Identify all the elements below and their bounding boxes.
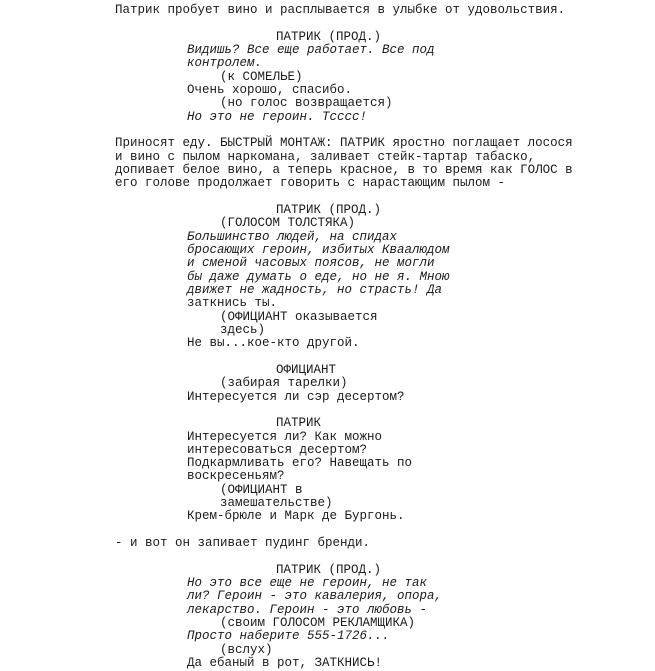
blank-line <box>0 524 655 537</box>
character-cue: ПАТРИК (ПРОД.) <box>276 29 382 44</box>
blank-line <box>0 191 655 204</box>
dialogue-line: Не вы...кое-кто другой. <box>187 336 360 351</box>
dialogue-line: Подкармливать его? Навещать по <box>187 456 413 471</box>
dialogue-line: Интересуется ли сэр десертом? <box>187 389 405 404</box>
dialogue-line: контролем. <box>187 56 263 71</box>
parenthetical-line: (своим ГОЛОСОМ РЕКЛАМЩИКА) <box>220 616 416 631</box>
blank-line <box>0 404 655 417</box>
parenthetical-line: (забирая тарелки) <box>220 376 348 391</box>
screenplay-content <box>0 4 655 670</box>
blank-line <box>0 351 655 364</box>
dialogue-line: движет не жадность, но страсть! Да <box>187 282 443 297</box>
parenthetical-line: (но голос возвращается) <box>220 96 393 111</box>
character-cue: ПАТРИК (ПРОД.) <box>276 562 382 577</box>
dialogue-line: и сменой часовых поясов, не могли <box>187 256 435 271</box>
dialogue-line: интересоваться десертом? <box>187 442 368 457</box>
dialogue-line: Видишь? Все еще работает. Все под <box>187 42 435 57</box>
parenthetical-line: (к СОМЕЛЬЕ) <box>220 69 303 84</box>
action-line: Патрик пробует вино и расплывается в улыбке от удовольствия. <box>115 3 566 17</box>
parenthetical-line: (ОФИЦИАНТ в <box>220 482 303 497</box>
character-cue: ОФИЦИАНТ <box>276 362 337 377</box>
action-line: - и вот он запивает пудинг бренди. <box>115 536 371 551</box>
dialogue-line: Очень хорошо, спасибо. <box>187 82 353 97</box>
dialogue-line: ли? Героин - это кавалерия, опора, <box>187 589 443 604</box>
action-line: Приносят еду. БЫСТРЫЙ МОНТАЖ: ПАТРИК яростно поглащает лосося <box>115 136 573 151</box>
parenthetical-line: здесь) <box>220 322 266 337</box>
dialogue-line: воскресеньям? <box>187 469 285 484</box>
dialogue-line: Большинство людей, на спидах <box>187 229 398 244</box>
parenthetical-line: (ОФИЦИАНТ оказывается <box>220 309 378 324</box>
dialogue-line: Но это не героин. Тсссс! <box>187 109 368 124</box>
character-cue: ПАТРИК (ПРОД.) <box>276 202 382 217</box>
parenthetical-line: (ГОЛОСОМ ТОЛСТЯКА) <box>220 216 356 231</box>
character-cue: ПАТРИК <box>276 416 322 431</box>
dialogue-line: Крем-брюле и Марк де Бургонь. <box>187 509 405 524</box>
blank-line <box>0 17 655 30</box>
dialogue-line: Просто наберите 555-1726... <box>187 629 390 644</box>
blank-line <box>0 550 655 563</box>
action-line: его голове продолжает говорить с нарастающим пылом - <box>115 176 506 191</box>
dialogue-line: заткнись ты. <box>187 296 278 311</box>
dialogue-line: бы даже думать о еде, но не я. Мною <box>187 269 450 284</box>
dialogue-line: Да ебаный в рот, ЗАТКНИСЬ! <box>187 656 383 671</box>
action-line: допивает белое вино, а теперь красное, в то время как ГОЛОС в <box>115 162 573 177</box>
dialogue-line: бросающих героин, избитых Кваалюдом <box>187 242 450 257</box>
parenthetical-line: (вслух) <box>220 642 273 657</box>
action-line: и вино с пылом наркомана, заливает стейк-тартар табаско, <box>115 149 536 164</box>
parenthetical-line: замешательстве) <box>220 496 333 511</box>
dialogue-line: Интересуется ли? Как можно <box>187 429 383 444</box>
dialogue-line: лекарство. Героин - это любовь - <box>187 602 428 617</box>
dialogue-line: Но это все еще не героин, не так <box>187 576 428 591</box>
